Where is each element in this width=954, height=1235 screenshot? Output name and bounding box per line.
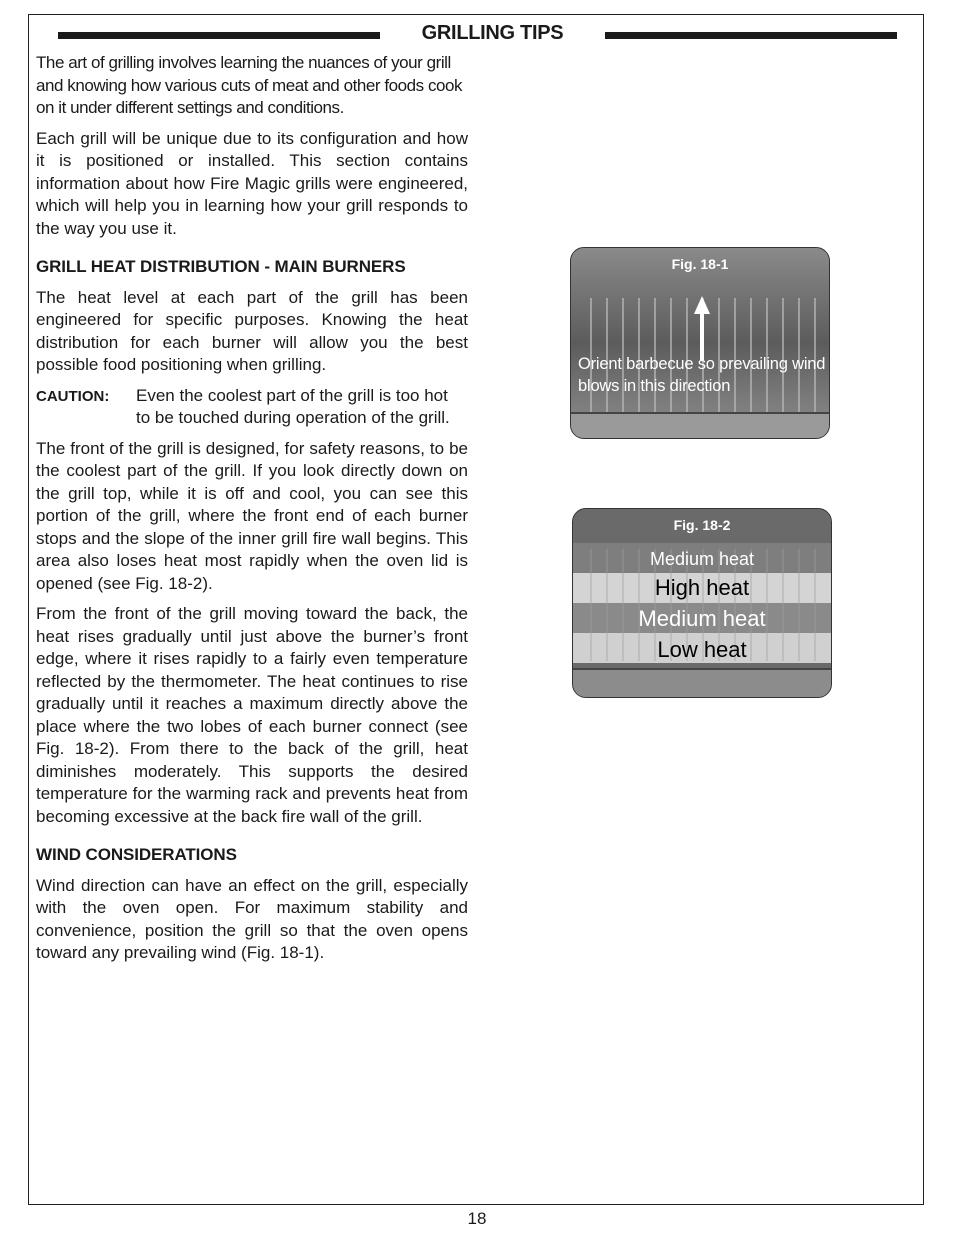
title-rule-left: [58, 32, 380, 39]
figure-18-2-label: Fig. 18-2: [673, 517, 731, 533]
page-number: 18: [467, 1209, 487, 1228]
figure-18-1-label: Fig. 18-1: [671, 256, 729, 272]
caution-note: [36, 385, 468, 430]
caution-text: Even the coolest part of the grill is too hot to be touched during operation of the grill.: [136, 385, 450, 427]
text-column: [36, 52, 468, 973]
heat-paragraph-3: From the front of the grill moving toward the back, the heat rises gradually until just above the burner’s front edge, where it rises rapidly to a fairly even temperature reflected by the thermometer. The heat continues to rise gradually until it reaches a maximum directly above the place where the two lobes of each burner connect (see Fig. 18-2). From there to the back of the grill, heat diminishes moderately. This supports the desired temperature for the warming rack and prevents heat from becoming excessive at the back fire wall of the grill.: [36, 604, 468, 826]
intro-paragraph-2: Each grill will be unique due to its configuration and how it is positioned or installed. This section contains information about how Fire Magic grills were engineered, which will help you in learning how your grill responds to the way you use it.: [36, 128, 468, 238]
zone-low-heat: Low heat: [657, 637, 747, 662]
title-rule-right: [605, 32, 897, 39]
caution-label: CAUTION:: [36, 387, 110, 405]
zone-medium-heat-middle: Medium heat: [638, 606, 766, 631]
intro-paragraph-1: The art of grilling involves learning the nuances of your grill and knowing how various cuts of meat and other foods cook on it under different settings and conditions.: [36, 53, 463, 117]
zone-high-heat: High heat: [654, 575, 750, 600]
page-title: GRILLING TIPS: [421, 22, 564, 44]
wind-heading: WIND CONSIDERATIONS: [36, 845, 237, 864]
grill-photo-1: [571, 248, 829, 438]
heat-paragraph-1: The heat level at each part of the grill has been engineered for specific purposes. Knowing the heat distribution for each burner will allow you the best possible food positioning when grilling.: [36, 287, 468, 374]
figure-18-2: [572, 508, 832, 698]
title-bar: [28, 22, 924, 52]
wind-direction-caption: Orient barbecue so prevailing wind blows in this direction: [578, 355, 826, 395]
heat-distribution-heading: GRILL HEAT DISTRIBUTION - MAIN BURNERS: [36, 257, 406, 276]
figure-18-1: [570, 247, 830, 439]
wind-paragraph: Wind direction can have an effect on the grill, especially with the oven open. For maximum stability and convenience, position the grill so that the oven opens toward any prevailing wind (Fig. 18-1).: [36, 875, 468, 962]
grill-photo-2: [573, 509, 831, 697]
heat-paragraph-2: The front of the grill is designed, for safety reasons, to be the coolest part of the grill. If you look directly down on the grill top, while it is off and cool, you can see this portion of the grill, where the front end of each burner stops and the slope of the inner grill fire wall begins. This area also loses heat most rapidly when the oven lid is opened (see Fig. 18-2).: [36, 438, 468, 593]
zone-medium-heat-back: Medium heat: [649, 549, 755, 569]
